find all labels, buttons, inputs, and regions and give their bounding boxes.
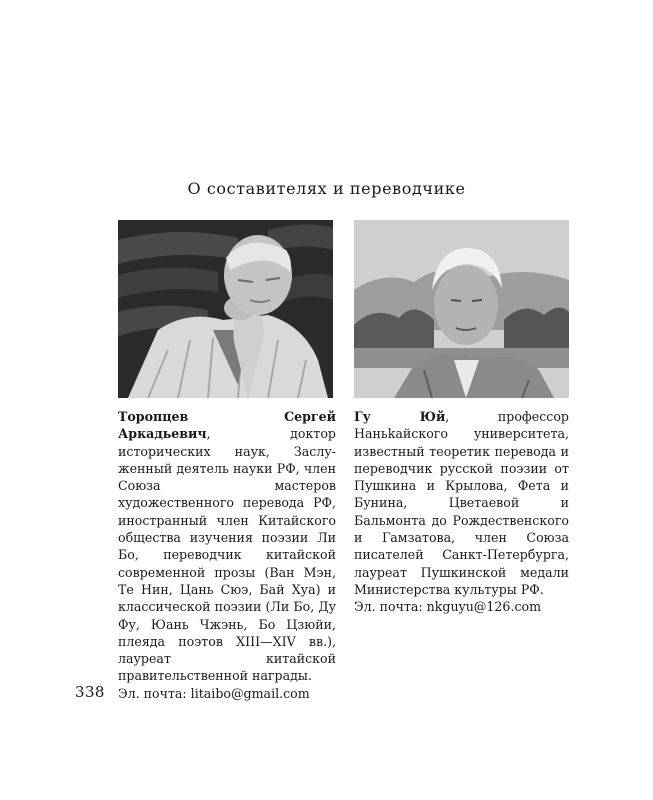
author-bio: , доктор исторических наук, Заслуженный деятель науки РФ, член Союза мастеров художественного перевода РФ, иностранный член Китайского общества изучения поэзии Ли Бо, переводчик китайской современной прозы (Ван Мэн, Те Нин, Цань Сюэ, Бай Хуа) и классической поэзии (Ли Бо, Ду Фу, Юань Чжэнь, Бо Цзюйи, плеяда поэтов XIII—XIV вв.), лауреат китайской правительственной награды. xyxy=(118,426,336,684)
portrait-toroptsev-image xyxy=(118,220,333,398)
translator-name: Гу Юй xyxy=(354,409,446,424)
translator-bio: , профессор Наньkайского университета, известный теоретик перевода и переводчик русской поэзии от Пушкина и Крылова, Фета и Бунина, Цветаевой и Бальмонта до Рождественского и Гамзатова, член Союза писателей Санкт-Петербурга, лауреат Пушкинской медали Министерства культуры РФ. xyxy=(354,409,569,597)
portrait-toroptsev xyxy=(118,220,333,398)
section-heading: О составителях и переводчике xyxy=(187,179,466,198)
author-name: Торопцев Сергей Аркадьевич xyxy=(118,409,336,442)
portrait-gu-yu-image xyxy=(354,220,569,398)
bio-toroptsev xyxy=(118,408,336,702)
portrait-gu-yu xyxy=(354,220,569,398)
bio-gu-yu xyxy=(354,408,569,616)
author-email[interactable]: Эл. почта: litaibo@gmail.com xyxy=(118,685,310,701)
translator-email[interactable]: Эл. почта: nkguyu@126.com xyxy=(354,599,542,615)
page-number: 338 xyxy=(75,683,105,701)
